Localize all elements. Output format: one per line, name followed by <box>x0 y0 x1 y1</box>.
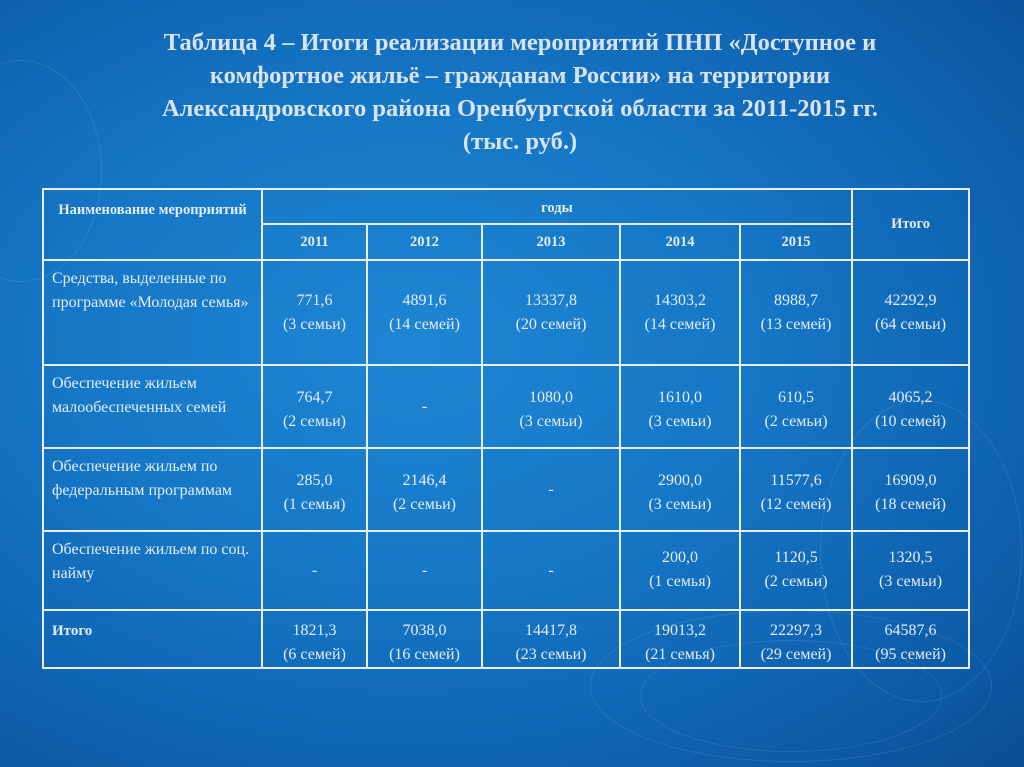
title-line-4: (тыс. руб.) <box>462 128 578 155</box>
table-row <box>43 531 969 610</box>
results-table <box>42 188 970 669</box>
header-year: 2011 <box>262 224 367 260</box>
table-cell: 1120,5 (2 семьи) <box>740 531 852 610</box>
table-cell: 1080,0 (3 семьи) <box>482 365 620 448</box>
table-cell: 11577,6 (12 семей) <box>740 448 852 531</box>
row-name: Итого <box>43 610 262 668</box>
header-years-group: годы <box>262 189 852 224</box>
title-line-1: Таблица 4 – Итоги реализации мероприятий ПНП «Доступное и <box>163 29 877 56</box>
row-name: Средства, выделенные по программе «Молодая семья» <box>43 260 262 365</box>
row-total: 16909,0 (18 семей) <box>852 448 969 531</box>
table-cell: 19013,2 (21 семья) <box>620 610 740 668</box>
row-name: Обеспечение жильем по соц. найму <box>43 531 262 610</box>
table-cell: 14417,8 (23 семьи) <box>482 610 620 668</box>
table-cell: 2900,0 (3 семьи) <box>620 448 740 531</box>
header-year: 2012 <box>367 224 482 260</box>
table-cell: - <box>482 448 620 531</box>
table-cell: 14303,2 (14 семей) <box>620 260 740 365</box>
slide-title <box>70 26 970 158</box>
row-name: Обеспечение жильем по федеральным программам <box>43 448 262 531</box>
table-row <box>43 260 969 365</box>
table-cell: 8988,7 (13 семей) <box>740 260 852 365</box>
table-cell: 764,7 (2 семьи) <box>262 365 367 448</box>
table-cell: - <box>367 365 482 448</box>
row-total: 1320,5 (3 семьи) <box>852 531 969 610</box>
header-name: Наименование мероприятий <box>43 189 262 260</box>
table-cell: 1821,3 (6 семей) <box>262 610 367 668</box>
table-row <box>43 448 969 531</box>
table-cell: 13337,8 (20 семей) <box>482 260 620 365</box>
header-year: 2014 <box>620 224 740 260</box>
header-year: 2015 <box>740 224 852 260</box>
table-row <box>43 365 969 448</box>
table-cell: 2146,4 (2 семьи) <box>367 448 482 531</box>
table-cell: - <box>367 531 482 610</box>
table-cell: 285,0 (1 семья) <box>262 448 367 531</box>
table-cell: 200,0 (1 семья) <box>620 531 740 610</box>
row-total: 64587,6 (95 семей) <box>852 610 969 668</box>
title-line-3: Александровского района Оренбургской области за 2011-2015 гг. <box>161 95 879 122</box>
header-year: 2013 <box>482 224 620 260</box>
table-cell: 1610,0 (3 семьи) <box>620 365 740 448</box>
table-cell: 7038,0 (16 семей) <box>367 610 482 668</box>
table-cell: - <box>482 531 620 610</box>
table-cell: 610,5 (2 семьи) <box>740 365 852 448</box>
row-total: 4065,2 (10 семей) <box>852 365 969 448</box>
table-cell: 4891,6 (14 семей) <box>367 260 482 365</box>
row-name: Обеспечение жильем малообеспеченных семей <box>43 365 262 448</box>
header-total: Итого <box>852 189 969 260</box>
table-row-total <box>43 610 969 668</box>
row-total: 42292,9 (64 семьи) <box>852 260 969 365</box>
title-line-2: комфортное жильё – гражданам России» на территории <box>209 62 831 89</box>
table-cell: 22297,3 (29 семей) <box>740 610 852 668</box>
table-cell: - <box>262 531 367 610</box>
table-cell: 771,6 (3 семьи) <box>262 260 367 365</box>
